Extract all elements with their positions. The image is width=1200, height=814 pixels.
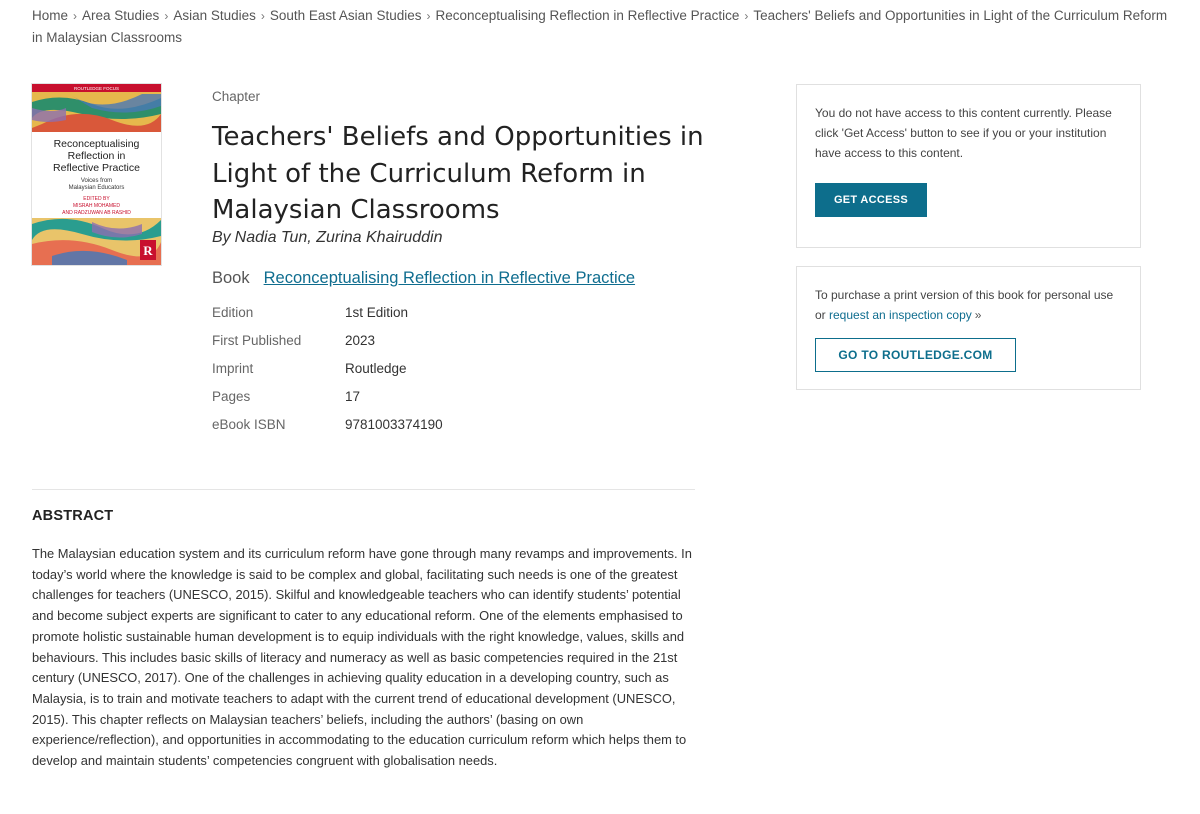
print-message-text: To purchase a print version of this book for personal use or — [815, 288, 1114, 322]
metadata-value: 1st Edition — [345, 305, 409, 320]
breadcrumb-separator-icon: › — [426, 9, 431, 23]
metadata-row-first-published — [212, 331, 443, 359]
by-label: By — [212, 229, 231, 246]
metadata-key: eBook ISBN — [212, 417, 286, 432]
metadata-value: 2023 — [345, 333, 376, 348]
book-title-link[interactable]: Reconceptualising Reflection in Reflective Practice — [263, 269, 636, 287]
breadcrumb-home[interactable]: Home — [32, 8, 69, 23]
breadcrumb-asian-studies[interactable]: Asian Studies — [173, 8, 256, 23]
cover-subtitle-line2: Malaysian Educators — [68, 185, 125, 191]
cover-series-text: ROUTLEDGE FOCUS — [73, 86, 120, 91]
book-label: Book — [212, 269, 250, 287]
cover-title-line1: Reconceptualising — [53, 138, 140, 150]
breadcrumb — [32, 5, 1172, 49]
section-divider — [32, 489, 695, 490]
metadata-row-edition — [212, 303, 443, 331]
request-inspection-copy-label: request an inspection copy — [829, 308, 972, 322]
breadcrumb-separator-icon: › — [744, 9, 749, 23]
breadcrumb-current-chapter[interactable]: Teachers' Beliefs and Opportunities in Light of the Curriculum Reform in Malaysian Classrooms — [32, 8, 1168, 45]
book-row — [212, 269, 635, 288]
double-chevron-right-icon: » — [974, 308, 982, 322]
metadata-value: Routledge — [345, 361, 407, 376]
author-line — [212, 229, 443, 247]
cover-editor-line1: MISRAH MOHAMED — [73, 203, 120, 209]
metadata-key: First Published — [212, 333, 302, 348]
metadata-key: Pages — [212, 389, 251, 404]
authors-link[interactable]: Nadia Tun, Zurina Khairuddin — [234, 229, 443, 246]
breadcrumb-book[interactable]: Reconceptualising Reflection in Reflective Practice — [435, 8, 740, 23]
metadata-list — [212, 303, 443, 443]
access-panel — [796, 84, 1141, 248]
metadata-row-pages — [212, 387, 443, 415]
print-message — [815, 285, 1125, 325]
metadata-row-ebook-isbn — [212, 415, 443, 443]
abstract-text: The Malaysian education system and its curriculum reform have gone through many revamps and improvements. In today’s world where the knowledge is said to be complex and global, facilitating such needs is one of the greatest challenges for teachers (UNESCO, 2015). Skilful and knowledgeable teachers who can identify students’ potential and become subject experts are significant to cater to any educational reform. One of the elements emphasised to promote holistic sustainable human development is to equip individuals with the right knowledge, values, skills and behaviours. This includes basic skills of literacy and numeracy as well as basic competencies required in the 21st century (UNESCO, 2017). One of the challenges in achieving quality education in a developing country, such as Malaysia, is to train and motivate teachers to adapt with the current trend of educational development (UNESCO, 2015). This chapter reflects on Malaysian teachers’ beliefs, including the authors’ (basing on own experience/reflection), and opportunities in accommodating to the education curriculum reform which helps them to develop and maintain students’ competencies congruent with globalisation needs. — [32, 546, 692, 769]
cover-editor-line2: AND RADZUWAN AB RASHID — [62, 210, 131, 216]
metadata-key: Edition — [212, 305, 254, 320]
book-cover-art — [32, 84, 161, 265]
metadata-value: 9781003374190 — [345, 417, 443, 432]
cover-subtitle-line1: Voices from — [80, 178, 113, 184]
breadcrumb-separator-icon: › — [164, 9, 169, 23]
get-access-button[interactable]: GET ACCESS — [815, 183, 927, 217]
book-cover-image[interactable] — [32, 84, 161, 265]
svg-text:R: R — [143, 243, 153, 258]
breadcrumb-separator-icon: › — [260, 9, 265, 23]
cover-title-line2: Reflection in — [67, 150, 126, 162]
metadata-key: Imprint — [212, 361, 254, 376]
content-type-label: Chapter — [212, 89, 261, 104]
page-title: Teachers' Beliefs and Opportunities in Light of the Curriculum Reform in Malaysian Classrooms — [212, 122, 704, 225]
breadcrumb-area-studies[interactable]: Area Studies — [82, 8, 160, 23]
breadcrumb-separator-icon: › — [73, 9, 78, 23]
go-to-routledge-button[interactable]: GO TO ROUTLEDGE.COM — [815, 338, 1016, 372]
breadcrumb-south-east-asian-studies[interactable]: South East Asian Studies — [269, 8, 422, 23]
metadata-value: 17 — [345, 389, 361, 404]
print-purchase-panel — [796, 266, 1141, 390]
metadata-row-imprint — [212, 359, 443, 387]
request-inspection-copy-link[interactable] — [829, 308, 981, 322]
cover-edited-by: EDITED BY — [83, 196, 110, 202]
cover-title-line3: Reflective Practice — [53, 162, 140, 174]
access-message: You do not have access to this content currently. Please click 'Get Access' button to see if you or your institution have access to this content. — [815, 106, 1112, 160]
abstract-heading: ABSTRACT — [32, 508, 114, 524]
